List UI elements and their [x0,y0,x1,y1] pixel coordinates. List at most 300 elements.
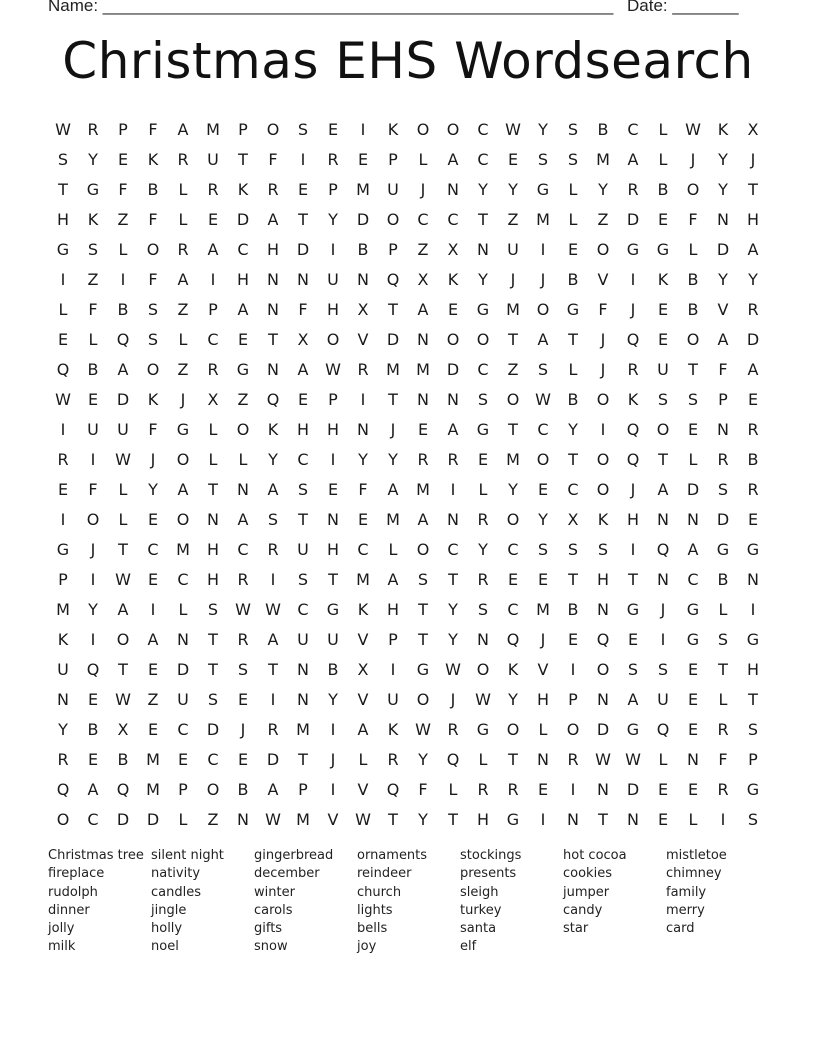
grid-cell[interactable]: G [686,629,700,649]
grid-cell[interactable]: K [447,269,459,289]
grid-cell[interactable]: A [87,779,99,799]
grid-cell[interactable]: F [718,749,728,769]
grid-cell[interactable]: G [416,659,430,679]
grid-cell[interactable]: E [297,389,309,409]
grid-cell[interactable]: B [747,449,759,469]
grid-cell[interactable]: L [178,329,188,349]
grid-cell[interactable]: M [506,299,520,319]
grid-cell[interactable]: L [208,419,218,439]
grid-cell[interactable]: G [626,239,640,259]
grid-cell[interactable]: Y [568,419,578,439]
grid-cell[interactable]: I [540,239,546,259]
grid-cell[interactable]: R [87,119,99,139]
grid-cell[interactable]: R [717,719,729,739]
grid-cell[interactable]: Z [507,209,519,229]
grid-cell[interactable]: F [688,209,698,229]
grid-cell[interactable]: O [326,329,340,349]
grid-cell[interactable]: S [477,599,489,619]
grid-cell[interactable]: Z [177,299,189,319]
grid-cell[interactable]: C [477,119,489,139]
grid-cell[interactable]: C [417,209,429,229]
grid-cell[interactable]: F [88,479,98,499]
grid-cell[interactable]: I [630,539,636,559]
grid-cell[interactable]: X [357,659,369,679]
grid-cell[interactable]: O [416,689,430,709]
grid-cell[interactable]: R [567,749,579,769]
grid-cell[interactable]: R [387,749,399,769]
grid-cell[interactable]: S [297,119,309,139]
grid-cell[interactable]: O [416,119,430,139]
grid-cell[interactable]: N [267,269,279,289]
grid-cell[interactable]: L [568,359,578,379]
grid-cell[interactable]: G [746,539,760,559]
grid-cell[interactable]: E [147,719,159,739]
grid-cell[interactable]: O [596,239,610,259]
grid-cell[interactable]: R [57,449,69,469]
grid-cell[interactable]: Y [148,479,158,499]
grid-cell[interactable]: O [86,509,100,529]
grid-cell[interactable]: D [746,329,760,349]
grid-cell[interactable]: R [477,569,489,589]
grid-cell[interactable]: S [147,299,159,319]
grid-cell[interactable]: B [687,299,699,319]
grid-cell[interactable]: Q [266,389,280,409]
grid-cell[interactable]: H [296,419,310,439]
grid-cell[interactable]: O [206,779,220,799]
grid-cell[interactable]: O [146,239,160,259]
grid-cell[interactable]: F [358,479,368,499]
grid-cell[interactable]: X [417,269,429,289]
grid-cell[interactable]: G [326,599,340,619]
grid-cell[interactable]: E [687,779,699,799]
grid-cell[interactable]: C [507,599,519,619]
grid-cell[interactable]: W [115,689,131,709]
grid-cell[interactable]: N [597,599,609,619]
grid-cell[interactable]: W [265,599,281,619]
grid-cell[interactable]: P [58,569,68,589]
grid-cell[interactable]: I [90,569,96,589]
grid-cell[interactable]: R [177,239,189,259]
grid-cell[interactable]: L [658,119,668,139]
grid-cell[interactable]: B [567,269,579,289]
grid-cell[interactable]: E [87,749,99,769]
grid-cell[interactable]: C [477,359,489,379]
grid-cell[interactable]: T [748,179,758,199]
grid-cell[interactable]: A [267,779,279,799]
grid-cell[interactable]: L [118,509,128,529]
grid-cell[interactable]: V [357,629,369,649]
grid-cell[interactable]: T [748,689,758,709]
grid-cell[interactable]: S [237,659,249,679]
grid-cell[interactable]: G [176,419,190,439]
grid-cell[interactable]: Y [328,209,338,229]
grid-cell[interactable]: I [270,689,276,709]
grid-cell[interactable]: N [297,269,309,289]
grid-cell[interactable]: M [296,719,310,739]
grid-cell[interactable]: E [87,389,99,409]
grid-cell[interactable]: J [510,269,516,289]
grid-cell[interactable]: L [718,599,728,619]
grid-cell[interactable]: T [388,809,398,829]
grid-cell[interactable]: V [327,809,339,829]
grid-cell[interactable]: E [297,179,309,199]
grid-cell[interactable]: S [597,539,609,559]
grid-cell[interactable]: B [597,119,609,139]
grid-cell[interactable]: S [147,329,159,349]
grid-cell[interactable]: S [567,539,579,559]
grid-cell[interactable]: E [147,569,159,589]
grid-cell[interactable]: A [147,629,159,649]
grid-cell[interactable]: E [147,509,159,529]
grid-cell[interactable]: J [630,479,636,499]
grid-cell[interactable]: Q [116,329,130,349]
grid-cell[interactable]: O [596,449,610,469]
grid-cell[interactable]: L [178,809,188,829]
grid-cell[interactable]: O [146,359,160,379]
grid-cell[interactable]: W [55,119,71,139]
grid-cell[interactable]: O [116,629,130,649]
date-field[interactable]: Date: _______ [627,0,739,15]
grid-cell[interactable]: R [447,719,459,739]
grid-cell[interactable]: S [267,509,279,529]
grid-cell[interactable]: N [447,509,459,529]
grid-cell[interactable]: C [537,419,549,439]
grid-cell[interactable]: T [688,359,698,379]
grid-cell[interactable]: A [357,719,369,739]
grid-cell[interactable]: I [300,149,306,169]
grid-cell[interactable]: K [387,119,399,139]
grid-cell[interactable]: K [387,719,399,739]
grid-cell[interactable]: D [386,329,400,349]
grid-cell[interactable]: E [147,659,159,679]
grid-cell[interactable]: E [357,149,369,169]
grid-cell[interactable]: V [357,779,369,799]
grid-cell[interactable]: M [536,209,550,229]
grid-cell[interactable]: D [236,209,250,229]
grid-cell[interactable]: N [357,269,369,289]
grid-cell[interactable]: O [656,419,670,439]
grid-cell[interactable]: L [178,599,188,619]
grid-cell[interactable]: L [688,449,698,469]
grid-cell[interactable]: J [600,329,606,349]
grid-cell[interactable]: Y [508,179,518,199]
grid-cell[interactable]: J [390,419,396,439]
grid-cell[interactable]: I [450,479,456,499]
grid-cell[interactable]: Y [508,479,518,499]
grid-cell[interactable]: H [386,599,400,619]
grid-cell[interactable]: T [718,659,728,679]
grid-cell[interactable]: S [297,479,309,499]
grid-cell[interactable]: J [240,719,246,739]
grid-cell[interactable]: L [238,449,248,469]
grid-cell[interactable]: Q [506,629,520,649]
grid-cell[interactable]: C [297,599,309,619]
grid-cell[interactable]: Z [177,359,189,379]
grid-cell[interactable]: T [388,389,398,409]
grid-cell[interactable]: H [206,539,220,559]
grid-cell[interactable]: B [567,599,579,619]
grid-cell[interactable]: K [357,599,369,619]
grid-cell[interactable]: L [658,749,668,769]
grid-cell[interactable]: Q [596,629,610,649]
grid-cell[interactable]: Q [656,719,670,739]
grid-cell[interactable]: S [207,689,219,709]
grid-cell[interactable]: E [447,299,459,319]
grid-cell[interactable]: C [207,329,219,349]
grid-cell[interactable]: W [535,389,551,409]
grid-cell[interactable]: E [117,149,129,169]
grid-cell[interactable]: G [626,599,640,619]
grid-cell[interactable]: H [326,419,340,439]
grid-cell[interactable]: L [568,179,578,199]
grid-cell[interactable]: Y [58,719,68,739]
grid-cell[interactable]: N [687,749,699,769]
grid-cell[interactable]: A [387,479,399,499]
grid-cell[interactable]: E [567,239,579,259]
grid-cell[interactable]: A [747,359,759,379]
grid-cell[interactable]: R [477,509,489,529]
grid-cell[interactable]: G [536,179,550,199]
grid-cell[interactable]: N [417,329,429,349]
grid-cell[interactable]: R [477,779,489,799]
grid-cell[interactable]: A [117,359,129,379]
grid-cell[interactable]: J [330,749,336,769]
grid-cell[interactable]: Y [478,269,488,289]
grid-cell[interactable]: V [717,299,729,319]
grid-cell[interactable]: W [595,749,611,769]
grid-cell[interactable]: M [386,359,400,379]
grid-cell[interactable]: S [477,389,489,409]
grid-cell[interactable]: P [118,119,128,139]
grid-cell[interactable]: L [58,299,68,319]
grid-cell[interactable]: N [447,389,459,409]
grid-cell[interactable]: I [390,659,396,679]
grid-cell[interactable]: L [358,749,368,769]
grid-cell[interactable]: N [417,389,429,409]
grid-cell[interactable]: R [237,569,249,589]
grid-cell[interactable]: A [717,329,729,349]
grid-cell[interactable]: R [327,149,339,169]
grid-cell[interactable]: O [536,449,550,469]
grid-cell[interactable]: R [447,449,459,469]
grid-cell[interactable]: O [176,449,190,469]
grid-cell[interactable]: F [148,269,158,289]
grid-cell[interactable]: D [266,749,280,769]
grid-cell[interactable]: A [177,119,189,139]
grid-cell[interactable]: O [446,329,460,349]
grid-cell[interactable]: O [596,389,610,409]
grid-cell[interactable]: U [387,179,399,199]
grid-cell[interactable]: N [297,659,309,679]
grid-cell[interactable]: N [327,509,339,529]
grid-cell[interactable]: C [237,539,249,559]
grid-cell[interactable]: S [207,599,219,619]
grid-cell[interactable]: T [268,329,278,349]
grid-cell[interactable]: W [505,119,521,139]
grid-cell[interactable]: L [118,239,128,259]
grid-cell[interactable]: Q [626,329,640,349]
grid-cell[interactable]: R [267,539,279,559]
grid-cell[interactable]: L [688,809,698,829]
grid-cell[interactable]: Y [718,179,728,199]
grid-cell[interactable]: O [596,479,610,499]
grid-cell[interactable]: N [297,689,309,709]
grid-cell[interactable]: A [747,239,759,259]
grid-cell[interactable]: R [627,359,639,379]
grid-cell[interactable]: W [685,119,701,139]
grid-cell[interactable]: A [627,149,639,169]
grid-cell[interactable]: S [417,569,429,589]
grid-cell[interactable]: I [150,599,156,619]
grid-cell[interactable]: O [506,719,520,739]
grid-cell[interactable]: Z [597,209,609,229]
grid-cell[interactable]: Y [718,149,728,169]
grid-cell[interactable]: R [57,749,69,769]
grid-cell[interactable]: N [747,569,759,589]
grid-cell[interactable]: A [267,209,279,229]
grid-cell[interactable]: G [476,419,490,439]
grid-cell[interactable]: Y [418,749,428,769]
grid-cell[interactable]: B [567,389,579,409]
grid-cell[interactable]: G [476,299,490,319]
grid-cell[interactable]: G [716,539,730,559]
grid-cell[interactable]: Q [386,269,400,289]
grid-cell[interactable]: G [506,809,520,829]
grid-cell[interactable]: U [207,149,219,169]
grid-cell[interactable]: Q [656,539,670,559]
grid-cell[interactable]: B [87,359,99,379]
grid-cell[interactable]: Y [478,179,488,199]
grid-cell[interactable]: B [657,179,669,199]
grid-cell[interactable]: T [268,659,278,679]
grid-cell[interactable]: F [148,119,158,139]
grid-cell[interactable]: Q [56,359,70,379]
grid-cell[interactable]: F [148,209,158,229]
grid-cell[interactable]: G [476,719,490,739]
grid-cell[interactable]: O [386,209,400,229]
grid-cell[interactable]: T [328,569,338,589]
grid-cell[interactable]: A [417,509,429,529]
grid-cell[interactable]: U [327,629,339,649]
grid-cell[interactable]: K [597,509,609,529]
grid-cell[interactable]: E [237,749,249,769]
grid-cell[interactable]: T [298,509,308,529]
grid-cell[interactable]: K [717,119,729,139]
grid-cell[interactable]: Q [446,749,460,769]
grid-cell[interactable]: T [208,479,218,499]
grid-cell[interactable]: Q [626,449,640,469]
grid-cell[interactable]: C [177,719,189,739]
grid-cell[interactable]: R [747,479,759,499]
grid-cell[interactable]: M [536,599,550,619]
grid-cell[interactable]: I [90,449,96,469]
grid-cell[interactable]: Y [448,629,458,649]
grid-cell[interactable]: E [687,419,699,439]
grid-cell[interactable]: T [508,329,518,349]
grid-cell[interactable]: E [687,719,699,739]
grid-cell[interactable]: J [450,689,456,709]
grid-cell[interactable]: X [207,389,219,409]
grid-cell[interactable]: Z [417,239,429,259]
grid-cell[interactable]: P [328,179,338,199]
grid-cell[interactable]: G [236,359,250,379]
grid-cell[interactable]: T [568,329,578,349]
grid-cell[interactable]: M [596,149,610,169]
grid-cell[interactable]: M [356,179,370,199]
grid-cell[interactable]: X [117,719,129,739]
grid-cell[interactable]: I [60,419,66,439]
grid-cell[interactable]: L [478,479,488,499]
grid-cell[interactable]: Y [88,149,98,169]
grid-cell[interactable]: E [57,329,69,349]
grid-cell[interactable]: F [298,299,308,319]
grid-cell[interactable]: Z [507,359,519,379]
grid-cell[interactable]: S [537,149,549,169]
grid-cell[interactable]: O [686,179,700,199]
grid-cell[interactable]: I [360,389,366,409]
grid-cell[interactable]: R [717,779,729,799]
grid-cell[interactable]: V [357,689,369,709]
grid-cell[interactable]: I [720,809,726,829]
grid-cell[interactable]: C [297,449,309,469]
grid-cell[interactable]: X [357,299,369,319]
grid-cell[interactable]: T [508,419,518,439]
grid-cell[interactable]: C [687,569,699,589]
grid-cell[interactable]: G [56,539,70,559]
grid-cell[interactable]: N [237,479,249,499]
grid-cell[interactable]: K [147,149,159,169]
grid-cell[interactable]: S [717,479,729,499]
grid-cell[interactable]: T [508,749,518,769]
grid-cell[interactable]: B [117,749,129,769]
grid-cell[interactable]: O [266,119,280,139]
grid-cell[interactable]: N [717,209,729,229]
grid-cell[interactable]: X [447,239,459,259]
grid-cell[interactable]: N [267,359,279,379]
grid-cell[interactable]: M [146,749,160,769]
grid-cell[interactable]: J [150,449,156,469]
grid-cell[interactable]: Y [478,539,488,559]
grid-cell[interactable]: A [117,599,129,619]
grid-cell[interactable]: I [630,269,636,289]
grid-cell[interactable]: A [177,269,189,289]
grid-cell[interactable]: H [206,569,220,589]
grid-cell[interactable]: A [207,239,219,259]
grid-cell[interactable]: R [717,449,729,469]
grid-cell[interactable]: E [207,209,219,229]
grid-cell[interactable]: G [746,779,760,799]
grid-cell[interactable]: R [747,299,759,319]
grid-cell[interactable]: B [687,269,699,289]
grid-cell[interactable]: F [118,179,128,199]
grid-cell[interactable]: U [297,539,309,559]
grid-cell[interactable]: I [330,779,336,799]
grid-cell[interactable]: Y [538,119,548,139]
grid-cell[interactable]: D [626,209,640,229]
grid-cell[interactable]: J [690,149,696,169]
grid-cell[interactable]: N [447,179,459,199]
grid-cell[interactable]: W [115,569,131,589]
grid-cell[interactable]: J [750,149,756,169]
grid-cell[interactable]: N [207,509,219,529]
grid-cell[interactable]: C [447,539,459,559]
grid-cell[interactable]: L [418,149,428,169]
grid-cell[interactable]: N [687,509,699,529]
grid-cell[interactable]: O [566,719,580,739]
grid-cell[interactable]: T [388,299,398,319]
grid-cell[interactable]: N [597,689,609,709]
grid-cell[interactable]: M [56,599,70,619]
